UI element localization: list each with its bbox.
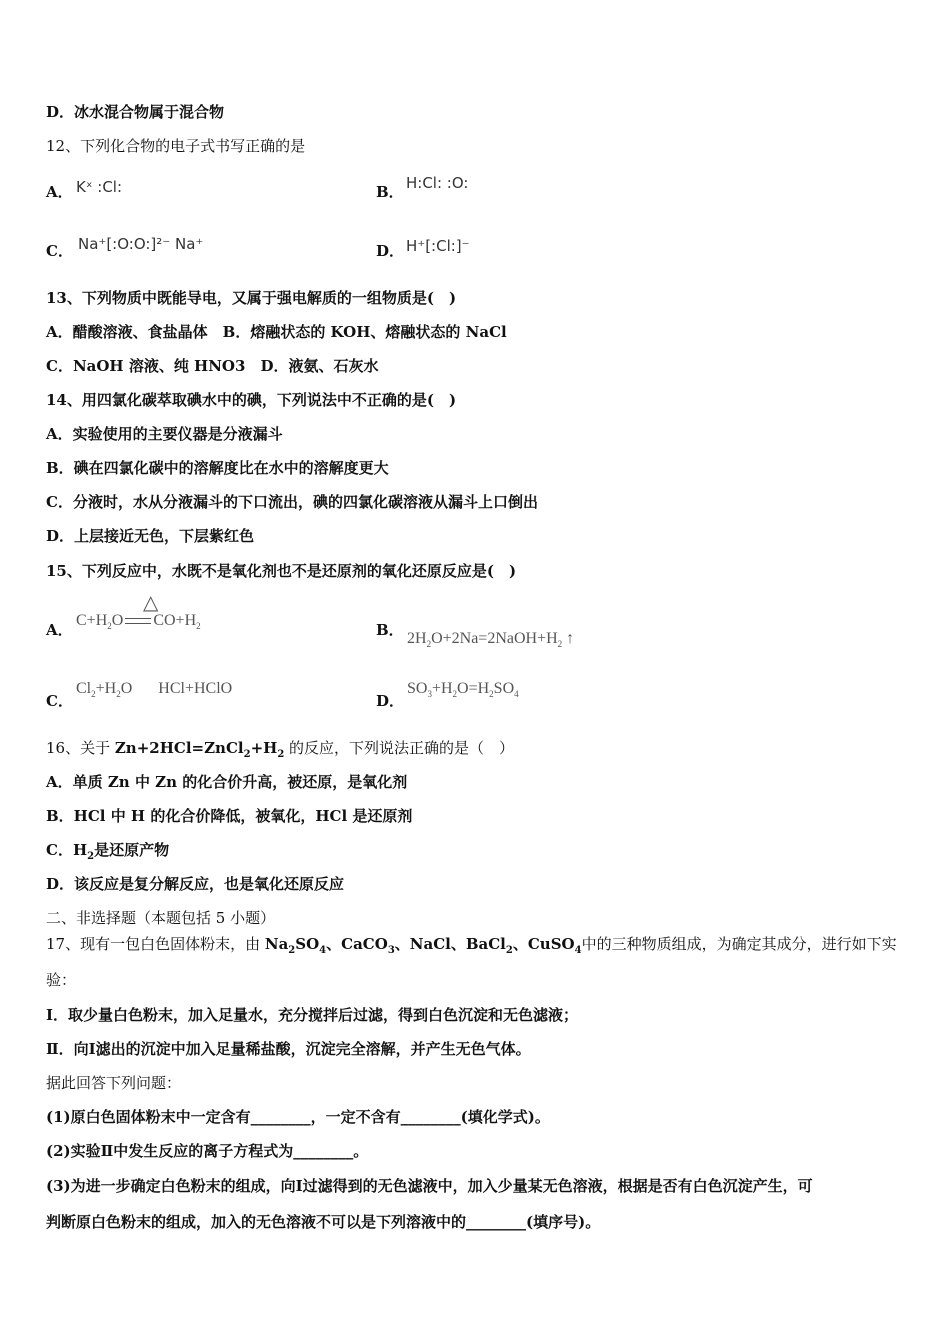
q15-b-label: B．	[376, 621, 404, 639]
chem-cuso4-sub: 4	[574, 945, 582, 956]
eq-a-sub1: 2	[107, 621, 112, 632]
eq-a-left: C+H	[76, 612, 108, 629]
question-13-stem: 13、下列物质中既能导电，又属于强电解质的一组物质是( )	[46, 289, 457, 307]
question-14-stem: 14、用四氯化碳萃取碘水中的碘，下列说法中不正确的是( )	[46, 391, 457, 409]
eq-a-sub2: 2	[196, 621, 201, 632]
q13-options-ab: A．醋酸溶液、食盐晶体 B．熔融状态的 KOH、熔融状态的 NaCl	[46, 323, 507, 341]
eq-c-2: +H	[95, 680, 117, 697]
question-17-line-1	[46, 934, 897, 954]
question-12-stem: 12、下列化合物的电子式书写正确的是	[46, 137, 306, 155]
q17-sub-1: (1)原白色固体粉末中一定含有________，一定不含有________(填化学式)。	[46, 1108, 550, 1126]
q16-c-sub: 2	[87, 851, 95, 862]
q12-b-label: B．	[376, 183, 404, 201]
eq-d-sub1: 3	[427, 689, 432, 700]
q16-option-c	[46, 840, 169, 860]
question-17-line-2: 验：	[46, 971, 77, 989]
eq-d-4: SO	[493, 680, 515, 697]
q16-suffix: 的反应，下列说法正确的是（ ）	[284, 739, 515, 757]
q16-sub-2: 2	[277, 749, 285, 760]
q15-a-condition: △	[143, 592, 159, 614]
eq-b-1: 2H	[407, 630, 427, 647]
eq-c-1: Cl	[76, 680, 92, 697]
question-15-stem: 15、下列反应中，水既不是氧化剂也不是还原剂的氧化还原反应是( )	[46, 562, 517, 580]
q17-line1-a: 17、现有一包白色固体粉末，由	[46, 935, 265, 953]
eq-d-2: +H	[431, 680, 453, 697]
q17-line1-b: 中的三种物质组成，为确定其成分，进行如下实	[581, 935, 897, 953]
chem-na2so4-sub2: 4	[319, 945, 327, 956]
q15-a-equation	[76, 612, 201, 630]
question-11-option-d: D．冰水混合物属于混合物	[46, 103, 225, 121]
q15-d-equation	[407, 680, 519, 698]
chem-na2so4-sub1: 2	[288, 945, 296, 956]
q17-intro: 据此回答下列问题：	[46, 1074, 182, 1092]
q14-option-a: A．实验使用的主要仪器是分液漏斗	[46, 425, 283, 443]
eq-a-right: CO+H	[153, 612, 197, 629]
eq-b-sub2: 2	[557, 639, 563, 650]
q12-d-formula: H⁺[:Cl:]⁻	[406, 237, 470, 255]
chem-bacl2-sub: 2	[505, 945, 513, 956]
eq-b-sub1: 2	[426, 639, 432, 650]
eq-d-1: SO	[407, 680, 428, 697]
q16-option-b: B．HCl 中 H 的化合价降低，被氧化，HCl 是还原剂	[46, 807, 413, 825]
up-arrow-icon: ↑	[566, 630, 575, 647]
q13-options-cd: C．NaOH 溶液、纯 HNO3 D．液氨、石灰水	[46, 357, 379, 375]
eq-c-sub1: 2	[91, 689, 96, 700]
q16-prefix: 16、关于	[46, 739, 115, 757]
chem-cuso4: 、CuSO	[512, 935, 575, 953]
eq-c-sub2: 2	[116, 689, 121, 700]
question-16-stem	[46, 738, 514, 758]
q16-c-2: 是还原产物	[94, 841, 170, 859]
q15-d-label: D．	[376, 692, 405, 710]
q14-option-c: C．分液时，水从分液漏斗的下口流出，碘的四氯化碳溶液从漏斗上口倒出	[46, 493, 538, 511]
q14-option-b: B．碘在四氯化碳中的溶解度比在水中的溶解度更大	[46, 459, 389, 477]
q17-sub-2: (2)实验Ⅱ中发生反应的离子方程式为________。	[46, 1142, 369, 1160]
chem-nacl-bacl2: 、NaCl、BaCl	[394, 935, 506, 953]
q17-sub-3-line-2: 判断原白色粉末的组成，加入的无色溶液不可以是下列溶液中的________(填序号)。	[46, 1213, 601, 1231]
q12-d-label: D．	[376, 242, 405, 260]
eq-a-mid: O	[111, 612, 124, 629]
chem-na2so4-2: SO	[295, 935, 320, 953]
q16-formula-2: +H	[250, 739, 278, 757]
eq-d-sub3: 2	[489, 689, 494, 700]
q16-option-d: D．该反应是复分解反应，也是氧化还原反应	[46, 875, 345, 893]
chem-caco3: 、CaCO	[326, 935, 388, 953]
q12-c-formula: Na⁺[:O:O:]²⁻ Na⁺	[78, 235, 204, 253]
q15-c-equation	[76, 680, 232, 698]
q16-sub-1: 2	[243, 749, 251, 760]
q16-formula-1: Zn+2HCl=ZnCl	[114, 739, 244, 757]
q17-step-ii: Ⅱ．向Ⅰ滤出的沉淀中加入足量稀盐酸，沉淀完全溶解，并产生无色气体。	[46, 1040, 531, 1058]
section-2-heading: 二、非选择题（本题包括 5 小题）	[46, 909, 276, 927]
q12-b-formula: H:Cl: :O:	[406, 174, 469, 192]
q12-c-label: C．	[46, 242, 73, 260]
eq-c-4: HCl+HClO	[158, 680, 233, 697]
q16-c-1: C．H	[46, 841, 88, 859]
q15-c-label: C．	[46, 692, 73, 710]
q15-a-label: A．	[46, 621, 73, 639]
q15-b-equation	[407, 630, 574, 648]
q17-sub-3-line-1: (3)为进一步确定白色粉末的组成，向Ⅰ过滤得到的无色滤液中，加入少量某无色溶液，根据是否有白色沉淀产生，可	[46, 1177, 813, 1195]
eq-b-2: O+2Na=2NaOH+H	[431, 630, 558, 647]
eq-d-3: O=H	[457, 680, 490, 697]
eq-c-3: O	[120, 680, 133, 697]
q16-option-a: A．单质 Zn 中 Zn 的化合价升高，被还原，是氧化剂	[46, 773, 408, 791]
q14-option-d: D．上层接近无色，下层紫红色	[46, 527, 255, 545]
chem-na2so4-1: Na	[264, 935, 289, 953]
eq-d-sub4: 4	[514, 689, 519, 700]
q12-a-formula: Kˣ :Cl:	[76, 178, 123, 196]
chem-caco3-sub: 3	[387, 945, 395, 956]
q12-a-label: A．	[46, 183, 73, 201]
double-bond-line	[125, 618, 151, 624]
eq-d-sub2: 2	[452, 689, 458, 700]
q17-step-i: Ⅰ．取少量白色粉末，加入足量水，充分搅拌后过滤，得到白色沉淀和无色滤液；	[46, 1006, 579, 1024]
